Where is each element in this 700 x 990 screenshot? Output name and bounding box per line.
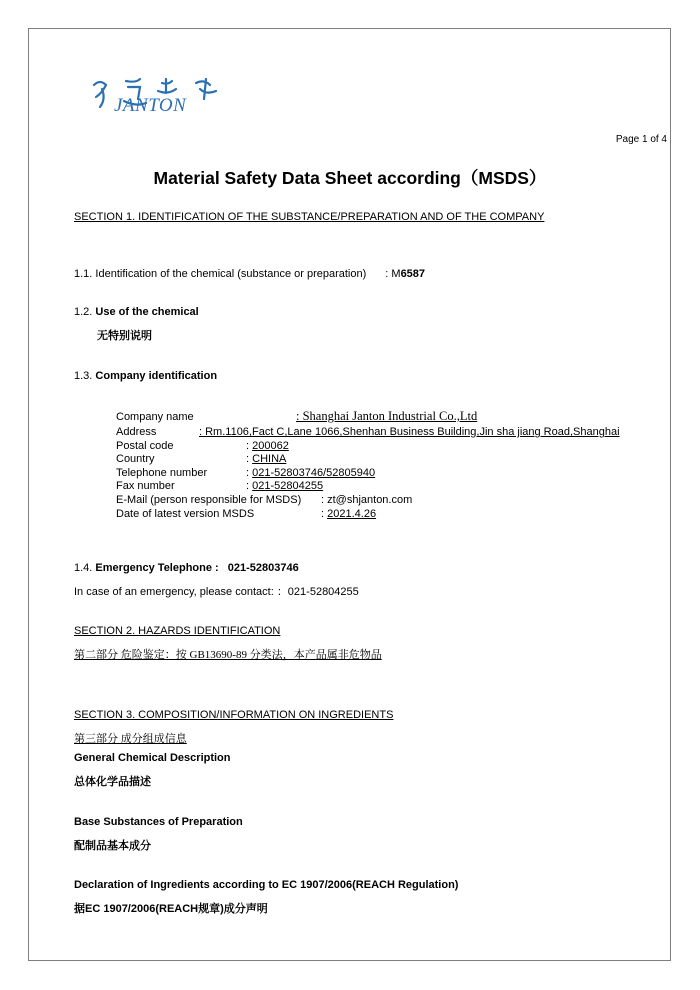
item-1-4 bbox=[74, 562, 299, 574]
date-colon: : bbox=[321, 507, 328, 520]
telephone-colon: : bbox=[246, 466, 253, 479]
emergency-contact-value: ：021-52804255 bbox=[276, 586, 359, 598]
section1-heading: SECTION 1. IDENTIFICATION OF THE SUBSTANCE/PREPARATION AND OF THE COMPANY bbox=[74, 211, 545, 223]
section3-heading: SECTION 3. COMPOSITION/INFORMATION ON INGREDIENTS bbox=[74, 709, 394, 721]
item-1-2-number: 1.2. bbox=[74, 306, 93, 318]
telephone-value: 021-52803746/52805940 bbox=[252, 466, 376, 479]
document-title: Material Safety Data Sheet according（MSDS） bbox=[153, 168, 547, 188]
item-1-2 bbox=[74, 306, 199, 318]
ingredients-declaration-heading: Declaration of Ingredients according to EC 1907/2006(REACH Regulation) bbox=[74, 879, 459, 891]
emergency-telephone-value: 021-52803746 bbox=[227, 562, 299, 574]
base-substances-cn: 配制品基本成分 bbox=[74, 840, 151, 852]
fax-label: Fax number bbox=[116, 480, 175, 493]
section2-cn-text: 第二部分 危险鉴定：按 GB13690-89 分类法，本产品属非危物品 bbox=[74, 649, 382, 661]
postal-code-colon: : bbox=[246, 439, 253, 452]
country-colon: : bbox=[246, 453, 253, 466]
logo-wordmark: JANTON bbox=[114, 95, 187, 116]
item-1-1-label: 1.1. Identification of the chemical (substance or preparation) bbox=[74, 268, 367, 280]
emergency-contact-label: In case of an emergency, please contact: bbox=[74, 586, 274, 598]
address-value: : Rm.1106,Fact C,Lane 1066,Shenhan Business Building,Jin sha jiang Road,Shanghai bbox=[199, 426, 620, 438]
company-name-label: Company name bbox=[116, 411, 194, 423]
country-value: CHINA bbox=[252, 453, 287, 466]
fax-value: 021-52804255 bbox=[252, 480, 324, 493]
item-1-3-number: 1.3. bbox=[74, 370, 93, 382]
date-label: Date of latest version MSDS bbox=[116, 507, 255, 520]
item-1-1-sep: : M bbox=[385, 268, 401, 280]
country-label: Country bbox=[116, 453, 155, 466]
item-1-3-label: Company identification bbox=[95, 370, 218, 382]
item-1-2-note: 无特别说明 bbox=[97, 330, 152, 342]
item-1-3 bbox=[74, 370, 217, 382]
section2-heading: SECTION 2. HAZARDS IDENTIFICATION bbox=[74, 625, 281, 637]
page-number: Page 1 of 4 bbox=[615, 134, 667, 145]
postal-code-label: Postal code bbox=[116, 439, 174, 452]
item-1-1 bbox=[74, 268, 425, 280]
general-description-heading: General Chemical Description bbox=[74, 752, 231, 764]
item-1-1-value: 6587 bbox=[400, 268, 426, 280]
address-label: Address bbox=[116, 426, 157, 438]
email-label: E-Mail (person responsible for MSDS) bbox=[116, 493, 302, 506]
base-substances-heading: Base Substances of Preparation bbox=[74, 816, 243, 828]
item-1-2-label: Use of the chemical bbox=[95, 306, 199, 318]
company-name-value: : Shanghai Janton Industrial Co.,Ltd bbox=[296, 409, 478, 423]
emergency-contact bbox=[74, 583, 359, 599]
company-logo bbox=[88, 75, 228, 120]
postal-code-value: 200062 bbox=[252, 439, 289, 452]
telephone-label: Telephone number bbox=[116, 466, 208, 479]
ingredients-declaration-cn: 据EC 1907/2006(REACH规章)成分声明 bbox=[74, 903, 268, 915]
fax-colon: : bbox=[246, 480, 253, 493]
date-value: 2021.4.26 bbox=[327, 507, 377, 520]
item-1-4-number: 1.4. bbox=[74, 562, 93, 574]
email-value: : zt@shjanton.com bbox=[321, 493, 413, 506]
section3-cn-heading: 第三部分 成分组成信息 bbox=[74, 733, 187, 745]
item-1-4-label: Emergency Telephone : bbox=[95, 562, 219, 574]
general-description-cn: 总体化学品描述 bbox=[74, 776, 151, 788]
